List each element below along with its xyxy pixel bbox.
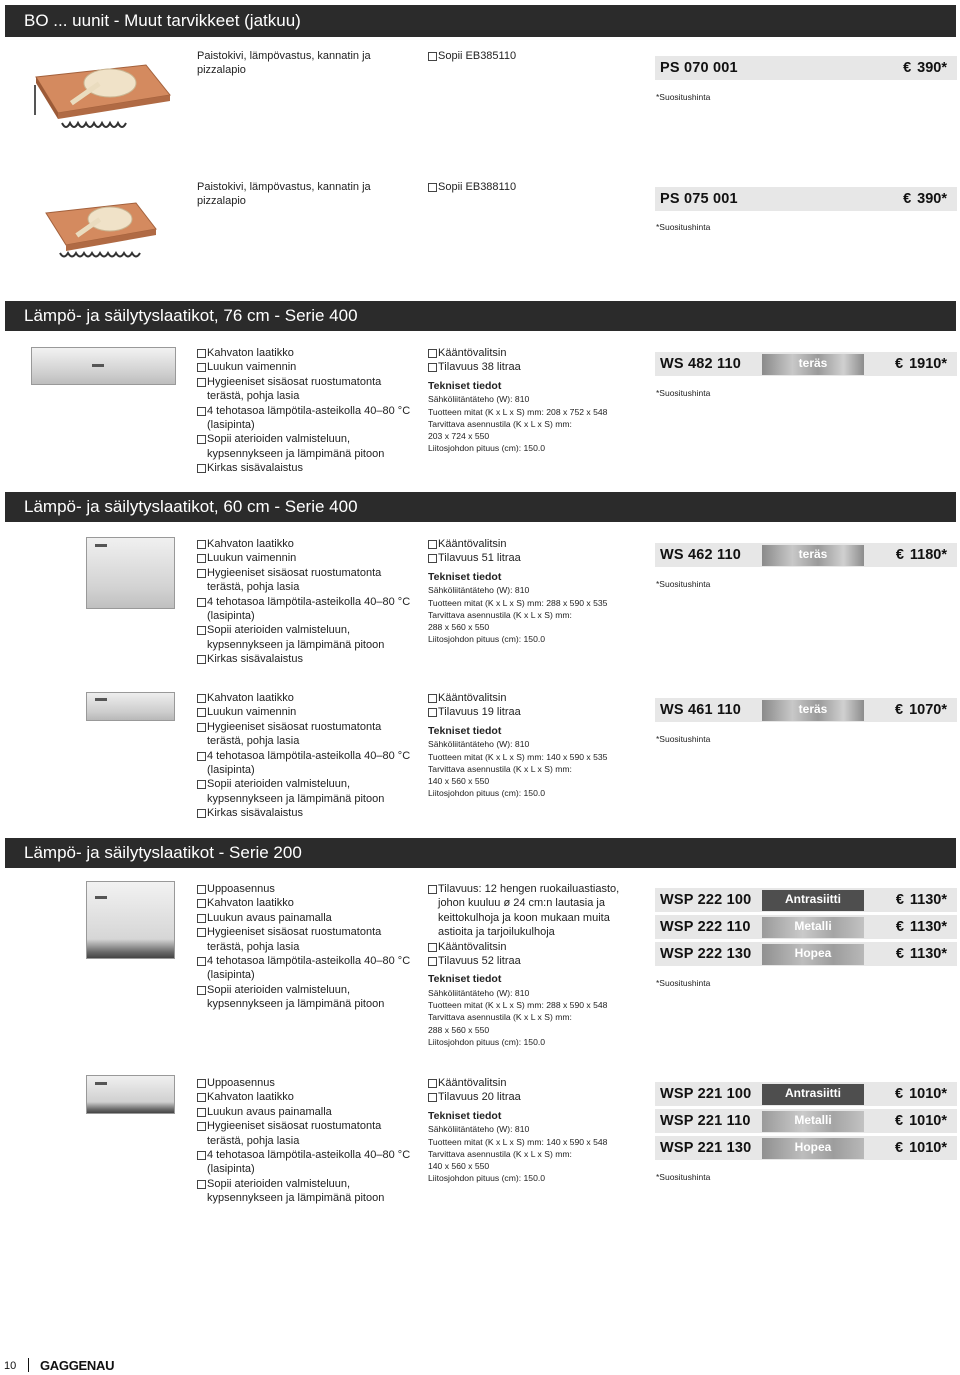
color-swatch: teräs xyxy=(762,700,864,721)
color-swatch: Hopea xyxy=(762,944,864,965)
warming-drawer-image xyxy=(86,881,175,959)
brand-logo: GAGGENAU xyxy=(40,1358,115,1373)
ws462-specs: Kääntövalitsin Tilavuus 51 litraa Tekniset tiedot Sähköliitäntäteho (W): 810 Tuotteen mitat (K x L x S) mm: 288 x 590 x 535 Tarvittava asennustila (K x L x S) mm: 288 x 560 x 550 Liitosjohdon pituus (cm): 150.0 xyxy=(428,538,608,645)
page-title: BO ... uunit - Muut tarvikkeet (jatkuu) xyxy=(24,11,301,30)
warming-drawer-image xyxy=(86,537,175,609)
warming-drawer-image xyxy=(31,347,176,385)
section-header-serie400-76: Lämpö- ja säilytyslaatikot, 76 cm - Serie 400 xyxy=(5,301,956,331)
warming-drawer-image xyxy=(86,692,175,721)
ws462-price-row xyxy=(655,543,957,567)
ps070-desc: Paistokivi, lämpövastus, kannatin ja pizzalapio xyxy=(197,50,371,77)
wsp221-110-price-row xyxy=(655,1109,957,1133)
product-code: WSP 222 100 xyxy=(660,892,752,908)
ws482-features: Kahvaton laatikko Luukun vaimennin Hygieeniset sisäosat ruostumatonta terästä, pohja lasia 4 tehotasoa lämpötila-asteikolla 40–80 °C (lasipinta) Sopii aterioiden valmisteluun, kypsennykseen ja lämpimänä pitoon Kirkas sisävalaistus xyxy=(197,346,410,476)
suggested-price-note: *Suositushinta xyxy=(656,222,711,232)
product-price: € 1130* xyxy=(895,892,947,908)
page-header xyxy=(5,5,956,37)
ws482-price-row xyxy=(655,352,957,376)
product-code: WS 482 110 xyxy=(660,356,741,372)
ws462-features: Kahvaton laatikko Luukun vaimennin Hygieeniset sisäosat ruostumatonta terästä, pohja lasia 4 tehotasoa lämpötila-asteikolla 40–80 °C (lasipinta) Sopii aterioiden valmisteluun, kypsennykseen ja lämpimänä pitoon Kirkas sisävalaistus xyxy=(197,537,410,667)
section-header-serie400-60: Lämpö- ja säilytyslaatikot, 60 cm - Serie 400 xyxy=(5,492,956,522)
color-swatch: Antrasiitti xyxy=(762,890,864,911)
product-code: WSP 221 100 xyxy=(660,1086,752,1102)
product-price: € 1010* xyxy=(895,1140,947,1156)
suggested-price-note: *Suositushinta xyxy=(656,734,711,744)
product-code: WS 461 110 xyxy=(660,702,741,718)
color-swatch: Antrasiitti xyxy=(762,1084,864,1105)
product-code: WSP 222 130 xyxy=(660,946,752,962)
product-price: € 1130* xyxy=(895,919,947,935)
section-header-serie200: Lämpö- ja säilytyslaatikot - Serie 200 xyxy=(5,838,956,868)
wsp222-specs: Tilavuus: 12 hengen ruokailuastiasto, johon kuuluu ø 24 cm:n lautasia ja keittokulhoja ja koon mukaan muita astioita ja tarjoilukulhoja Kääntövalitsin Tilavuus 52 litraa Tekniset tiedot Sähköliitäntäteho (W): 810 Tuotteen mitat (K x L x S) mm: 288 x 590 x 548 Tarvittava asennustila (K x L x S) mm: 288 x 560 x 550 Liitosjohdon pituus (cm): 150.0 xyxy=(428,883,620,1048)
color-swatch: Metalli xyxy=(762,1111,864,1132)
wsp222-features: Uppoasennus Kahvaton laatikko Luukun avaus painamalla Hygieeniset sisäosat ruostumatonta terästä, pohja lasia 4 tehotasoa lämpötila-asteikolla 40–80 °C (lasipinta) Sopii aterioiden valmisteluun, kypsennykseen ja lämpimänä pitoon xyxy=(197,882,410,1012)
ws461-price-row xyxy=(655,698,957,722)
color-swatch: teräs xyxy=(762,545,864,566)
product-price: € 390* xyxy=(903,60,947,76)
suggested-price-note: *Suositushinta xyxy=(656,1172,711,1182)
product-price: € 1180* xyxy=(895,547,947,563)
product-code: WSP 221 110 xyxy=(660,1113,751,1129)
pizza-stone-image xyxy=(28,55,176,135)
suggested-price-note: *Suositushinta xyxy=(656,978,711,988)
color-swatch: Hopea xyxy=(762,1138,864,1159)
color-swatch: teräs xyxy=(762,354,864,375)
ws461-features: Kahvaton laatikko Luukun vaimennin Hygieeniset sisäosat ruostumatonta terästä, pohja lasia 4 tehotasoa lämpötila-asteikolla 40–80 °C (lasipinta) Sopii aterioiden valmisteluun, kypsennykseen ja lämpimänä pitoon Kirkas sisävalaistus xyxy=(197,691,410,821)
wsp222-110-price-row xyxy=(655,915,957,939)
wsp221-130-price-row xyxy=(655,1136,957,1160)
ps070-fits: Sopii EB385110 xyxy=(428,49,516,63)
page-number: 10 xyxy=(4,1360,17,1372)
product-code: WS 462 110 xyxy=(660,547,741,563)
product-code: PS 075 001 xyxy=(660,191,738,207)
wsp221-specs: Kääntövalitsin Tilavuus 20 litraa Tekniset tiedot Sähköliitäntäteho (W): 810 Tuotteen mitat (K x L x S) mm: 140 x 590 x 548 Tarvittava asennustila (K x L x S) mm: 140 x 560 x 550 Liitosjohdon pituus (cm): 150.0 xyxy=(428,1077,608,1184)
ps075-desc: Paistokivi, lämpövastus, kannatin ja pizzalapio xyxy=(197,181,371,208)
ps075-price-row xyxy=(655,187,957,211)
ws482-specs: Kääntövalitsin Tilavuus 38 litraa Tekniset tiedot Sähköliitäntäteho (W): 810 Tuotteen mitat (K x L x S) mm: 208 x 752 x 548 Tarvittava asennustila (K x L x S) mm: 203 x 724 x 550 Liitosjohdon pituus (cm): 150.0 xyxy=(428,347,608,454)
footer-divider xyxy=(28,1358,29,1372)
suggested-price-note: *Suositushinta xyxy=(656,92,711,102)
suggested-price-note: *Suositushinta xyxy=(656,388,711,398)
product-code: WSP 221 130 xyxy=(660,1140,752,1156)
suggested-price-note: *Suositushinta xyxy=(656,579,711,589)
warming-drawer-image xyxy=(86,1075,175,1114)
wsp221-features: Uppoasennus Kahvaton laatikko Luukun avaus painamalla Hygieeniset sisäosat ruostumatonta terästä, pohja lasia 4 tehotasoa lämpötila-asteikolla 40–80 °C (lasipinta) Sopii aterioiden valmisteluun, kypsennykseen ja lämpimänä pitoon xyxy=(197,1076,410,1206)
wsp222-130-price-row xyxy=(655,942,957,966)
product-price: € 1910* xyxy=(895,356,947,372)
wsp222-100-price-row xyxy=(655,888,957,912)
color-swatch: Metalli xyxy=(762,917,864,938)
product-price: € 1070* xyxy=(895,702,947,718)
product-code: WSP 222 110 xyxy=(660,919,751,935)
ps070-price-row xyxy=(655,56,957,80)
product-price: € 1130* xyxy=(895,946,947,962)
product-code: PS 070 001 xyxy=(660,60,738,76)
product-price: € 1010* xyxy=(895,1086,947,1102)
ps075-fits: Sopii EB388110 xyxy=(428,180,516,194)
product-price: € 390* xyxy=(903,191,947,207)
wsp221-100-price-row xyxy=(655,1082,957,1106)
ws461-specs: Kääntövalitsin Tilavuus 19 litraa Tekniset tiedot Sähköliitäntäteho (W): 810 Tuotteen mitat (K x L x S) mm: 140 x 590 x 535 Tarvittava asennustila (K x L x S) mm: 140 x 560 x 550 Liitosjohdon pituus (cm): 150.0 xyxy=(428,692,608,799)
product-price: € 1010* xyxy=(895,1113,947,1129)
pizza-stone-image xyxy=(40,195,160,265)
